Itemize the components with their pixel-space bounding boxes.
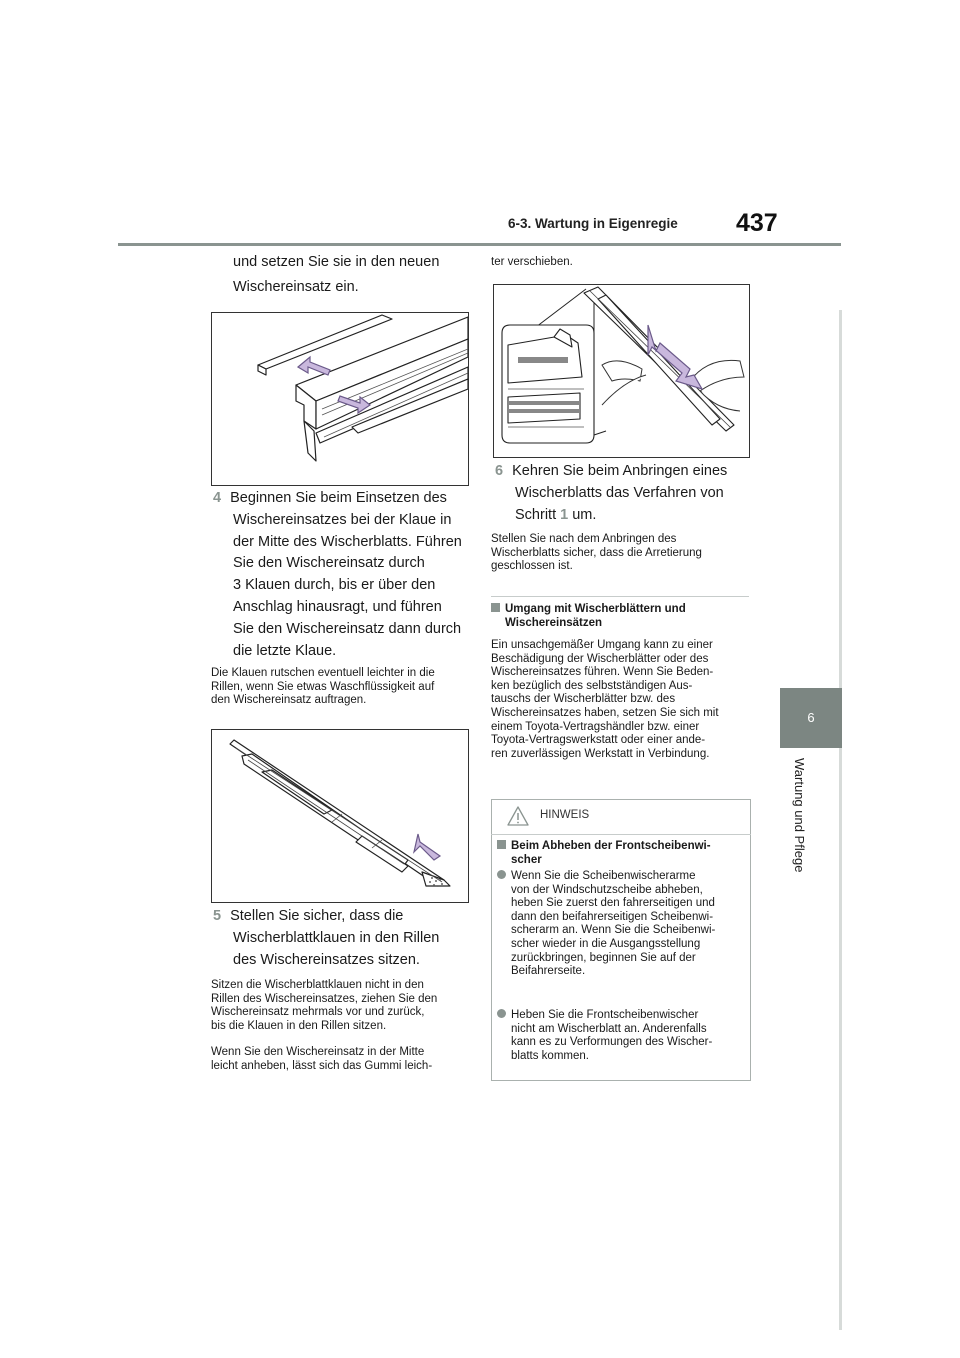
round-bullet-icon [497,870,506,879]
section-title: 6-3. Wartung in Eigenregie [508,216,678,231]
step-4: 4 Beginnen Sie beim Einsetzen des Wischereinsatzes bei der Klaue in der Mitte des Wischerblatts. Führen Sie den Wischereinsatz durch 3 Klauen durch, bis er über den Anschlag hinausragt, und führen Sie den Wischereinsatz dann durch die letzte Klaue. [213,490,462,659]
figure-wiper-blade [211,729,469,903]
step-5-note-2: Wenn Sie den Wischereinsatz in der Mitte leicht anheben, lässt sich das Gummi leich- [211,1046,433,1072]
section-divider [491,596,749,597]
step-reference: 1 [560,506,569,523]
step-6-note: Stellen Sie nach dem Anbringen des Wischerblatts sicher, dass die Arretierung geschlossen ist. [491,533,702,573]
figure-remove-blade [493,284,750,458]
square-bullet-icon [491,603,500,612]
notice-bullet-1: Wenn Sie die Scheibenwischerarme von der Windschutzscheibe abheben, heben Sie zuerst den fahrerseitigen und dann den beifahrerseitigen Scheibenwi- scherarm an. Wenn Sie die Scheibenwi- scher wieder in die Ausgangsstellung zurückbringen, beginnen Sie auf der Beifahrerseite. [497,870,747,979]
notice-bullet-2: Heben Sie die Frontscheibenwischer nicht am Wischerblatt an. Anderenfalls kann es zu Verformungen des Wischer- blatts kommen. [497,1009,747,1063]
round-bullet-icon [497,1009,506,1018]
handling-heading: Umgang mit Wischerblättern und Wischereinsätzen [491,603,753,630]
step-5: 5 Stellen Sie sicher, dass die Wischerblattklauen in den Rillen des Wischereinsatzes sitzen. [213,908,440,968]
figure-insert-refill [211,312,469,486]
header-rule [118,243,841,246]
chapter-label: Wartung und Pflege [792,758,807,873]
handling-body: Ein unsachgemäßer Umgang kann zu einer Beschädigung der Wischerblätter oder des Wischereinsatzes führen. Wenn Sie Beden- ken bezüglich des selbstständigen Aus- tauschs der Wischerblätter bzw. des Wischereinsatzes haben, setzen Sie sich mit einem Toyota-Vertragshändler bzw. einer Toyota-Vertragswerkstatt oder einer ande- ren zuverlässigen Werkstatt in Verbindung. [491,639,719,760]
warning-icon [507,806,529,831]
blade-lock-illustration [494,285,749,457]
notice-header-rule [491,834,751,835]
notice-heading: Beim Abheben der Frontscheibenwi- scher [497,840,747,867]
step-4-note: Die Klauen rutschen eventuell leichter in die Rillen, wenn Sie etwas Waschflüssigkeit auf den Wischereinsatz auftragen. [211,667,435,707]
side-bar [839,310,842,1330]
chapter-number: 6 [807,710,815,725]
step-5-note-1: Sitzen die Wischerblattklauen nicht in den Rillen des Wischereinsatzes, ziehen Sie den Wischereinsatz mehrmals vor und zurück, bis die Klauen in den Rillen sitzen. [211,979,438,1032]
square-bullet-icon [497,840,506,849]
continued-text: ter verschieben. [491,256,573,268]
wiper-refill-illustration [212,313,468,485]
intro-text: und setzen Sie sie in den neuen Wischereinsatz ein. [233,254,440,295]
step-6: 6 Kehren Sie beim Anbringen eines Wischerblatts das Verfahren von Schritt 1 um. [495,463,728,523]
wiper-blade-illustration [212,730,468,902]
notice-label: HINWEIS [540,809,590,821]
page-number: 437 [736,209,778,237]
